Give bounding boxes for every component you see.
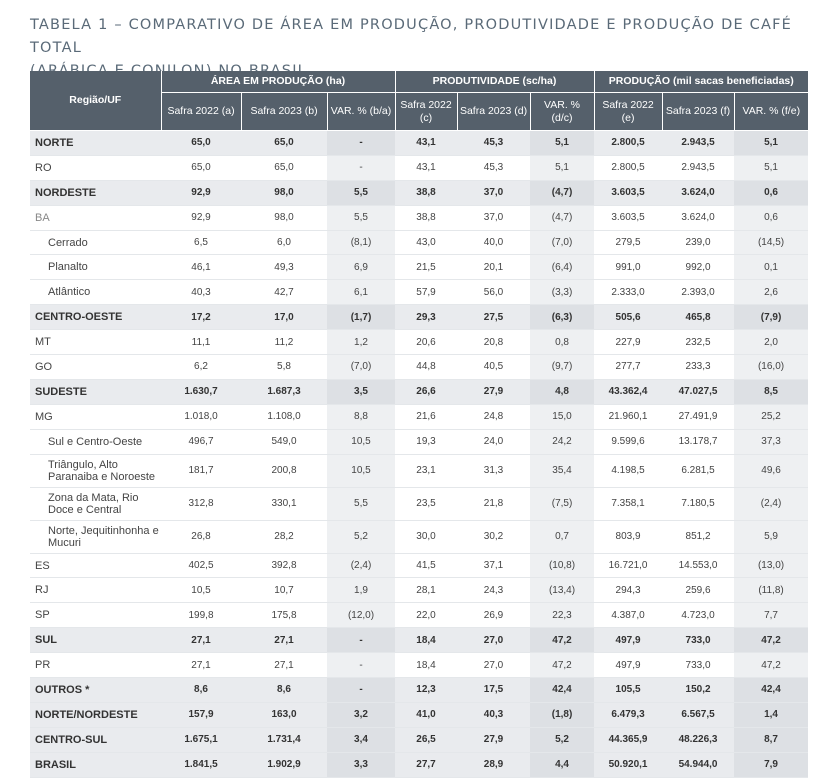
row-label: Sul e Centro-Oeste — [30, 429, 161, 454]
region-row — [30, 379, 808, 404]
table-cell: 3.603,5 — [594, 205, 662, 230]
table-cell: 27,1 — [161, 628, 241, 653]
table-cell: 46,1 — [161, 255, 241, 280]
table-cell: 42,7 — [241, 280, 327, 305]
table-cell: 42,4 — [734, 678, 808, 703]
row-label: GO — [30, 355, 161, 380]
table-cell: 5,5 — [327, 487, 395, 520]
region-row — [30, 628, 808, 653]
table-cell: 733,0 — [662, 653, 734, 678]
table-cell: (9,7) — [530, 355, 594, 380]
table-cell: 21,8 — [457, 487, 530, 520]
table-cell: 232,5 — [662, 330, 734, 355]
table-cell: 38,8 — [395, 180, 457, 205]
table-cell: 43,0 — [395, 230, 457, 255]
table-cell: 6.281,5 — [662, 454, 734, 487]
table-cell: 6.479,3 — [594, 702, 662, 727]
table-cell: 47,2 — [734, 628, 808, 653]
table-row — [30, 230, 808, 255]
table-cell: 21.960,1 — [594, 404, 662, 429]
table-cell: 1.841,5 — [161, 752, 241, 777]
row-label: MG — [30, 404, 161, 429]
table-cell: 7,9 — [734, 752, 808, 777]
row-label: SP — [30, 603, 161, 628]
table-row — [30, 155, 808, 180]
table-cell: (3,3) — [530, 280, 594, 305]
table-cell: 3,5 — [327, 379, 395, 404]
row-label: ES — [30, 553, 161, 578]
table-row — [30, 520, 808, 553]
table-cell: 991,0 — [594, 255, 662, 280]
table-row — [30, 653, 808, 678]
productivity-group-header: PRODUTIVIDADE (sc/ha) — [395, 71, 594, 93]
region-row — [30, 180, 808, 205]
table-cell: 21,5 — [395, 255, 457, 280]
table-cell: 27,1 — [241, 628, 327, 653]
table-cell: 45,3 — [457, 155, 530, 180]
table-cell: 2.800,5 — [594, 131, 662, 156]
table-cell: 37,1 — [457, 553, 530, 578]
table-cell: 26,8 — [161, 520, 241, 553]
table-cell: 11,1 — [161, 330, 241, 355]
table-cell: 259,6 — [662, 578, 734, 603]
table-cell: 65,0 — [241, 131, 327, 156]
table-cell: 27,9 — [457, 379, 530, 404]
table-cell: 1,4 — [734, 702, 808, 727]
table-cell: 150,2 — [662, 678, 734, 703]
table-cell: 27,1 — [161, 653, 241, 678]
table-cell: 43,1 — [395, 155, 457, 180]
table-cell: 37,0 — [457, 205, 530, 230]
table-cell: 8,6 — [161, 678, 241, 703]
table-row — [30, 553, 808, 578]
table-cell: 27.491,9 — [662, 404, 734, 429]
table-cell: 6,5 — [161, 230, 241, 255]
row-label: OUTROS * — [30, 678, 161, 703]
row-label: CENTRO-SUL — [30, 727, 161, 752]
table-cell: 44,8 — [395, 355, 457, 380]
table-cell: 803,9 — [594, 520, 662, 553]
table-row — [30, 454, 808, 487]
table-cell: 16.721,0 — [594, 553, 662, 578]
table-cell: 5,8 — [241, 355, 327, 380]
table-cell: 29,3 — [395, 305, 457, 330]
table-header — [30, 71, 808, 131]
table-cell: 6.567,5 — [662, 702, 734, 727]
table-cell: 47,2 — [530, 628, 594, 653]
row-label: SUDESTE — [30, 379, 161, 404]
table-cell: 98,0 — [241, 205, 327, 230]
table-cell: 41,5 — [395, 553, 457, 578]
row-label: MT — [30, 330, 161, 355]
table-cell: (13,4) — [530, 578, 594, 603]
table-cell: 239,0 — [662, 230, 734, 255]
column-header: Safra 2023 (b) — [241, 93, 327, 131]
table-cell: 3,3 — [327, 752, 395, 777]
table-cell: 47.027,5 — [662, 379, 734, 404]
region-row — [30, 305, 808, 330]
table-cell: 56,0 — [457, 280, 530, 305]
table-cell: 11,2 — [241, 330, 327, 355]
table-cell: (10,8) — [530, 553, 594, 578]
table-body — [30, 131, 808, 778]
table-cell: 2.800,5 — [594, 155, 662, 180]
table-cell: (1,7) — [327, 305, 395, 330]
row-label: NORDESTE — [30, 180, 161, 205]
table-cell: 31,3 — [457, 454, 530, 487]
table-cell: 24,8 — [457, 404, 530, 429]
table-cell: 37,3 — [734, 429, 808, 454]
table-cell: 0,8 — [530, 330, 594, 355]
table-cell: 330,1 — [241, 487, 327, 520]
table-cell: 27,0 — [457, 653, 530, 678]
table-cell: 65,0 — [241, 155, 327, 180]
table-row — [30, 429, 808, 454]
table-cell: 312,8 — [161, 487, 241, 520]
table-row — [30, 603, 808, 628]
table-cell: 65,0 — [161, 155, 241, 180]
row-label: Norte, Jequitinhonha e Mucuri — [30, 520, 161, 553]
column-header: Safra 2023 (d) — [457, 93, 530, 131]
region-column-header: Região/UF — [30, 71, 161, 131]
region-row — [30, 131, 808, 156]
table-title-line-1: TABELA 1 – COMPARATIVO DE ÁREA EM PRODUÇÃO, PRODUTIVIDADE E PRODUÇÃO DE CAFÉ TOTAL — [30, 17, 792, 56]
table-cell: 5,9 — [734, 520, 808, 553]
table-cell: 10,5 — [327, 454, 395, 487]
table-cell: 2.393,0 — [662, 280, 734, 305]
table-cell: 17,5 — [457, 678, 530, 703]
table-cell: (4,7) — [530, 180, 594, 205]
table-cell: 2.333,0 — [594, 280, 662, 305]
table-cell: 40,3 — [457, 702, 530, 727]
table-cell: 3.624,0 — [662, 180, 734, 205]
table-cell: 279,5 — [594, 230, 662, 255]
table-cell: 549,0 — [241, 429, 327, 454]
table-cell: 5,5 — [327, 180, 395, 205]
table-cell: 44.365,9 — [594, 727, 662, 752]
production-group-header: PRODUÇÃO (mil sacas beneficiadas) — [594, 71, 808, 93]
table-cell: 497,9 — [594, 653, 662, 678]
table-cell: (7,9) — [734, 305, 808, 330]
row-label: RO — [30, 155, 161, 180]
table-cell: 294,3 — [594, 578, 662, 603]
column-header: Safra 2022 (a) — [161, 93, 241, 131]
table-cell: 4.387,0 — [594, 603, 662, 628]
coffee-production-table — [30, 71, 808, 778]
table-row — [30, 487, 808, 520]
table-cell: 38,8 — [395, 205, 457, 230]
table-cell: 18,4 — [395, 653, 457, 678]
table-row — [30, 355, 808, 380]
table-cell: 6,0 — [241, 230, 327, 255]
table-cell: 1.902,9 — [241, 752, 327, 777]
table-cell: 47,2 — [734, 653, 808, 678]
table-cell: 157,9 — [161, 702, 241, 727]
table-cell: 200,8 — [241, 454, 327, 487]
table-cell: 40,3 — [161, 280, 241, 305]
table-cell: 9.599,6 — [594, 429, 662, 454]
table-cell: 30,0 — [395, 520, 457, 553]
row-label: NORTE — [30, 131, 161, 156]
table-cell: 5,1 — [530, 155, 594, 180]
table-cell: 24,3 — [457, 578, 530, 603]
table-cell: (12,0) — [327, 603, 395, 628]
table-cell: 10,5 — [161, 578, 241, 603]
table-cell: 27,1 — [241, 653, 327, 678]
table-cell: 7,7 — [734, 603, 808, 628]
table-cell: 497,9 — [594, 628, 662, 653]
table-cell: 2.943,5 — [662, 155, 734, 180]
table-cell: 7.180,5 — [662, 487, 734, 520]
table-cell: 35,4 — [530, 454, 594, 487]
table-cell: 8,8 — [327, 404, 395, 429]
table-cell: 43,1 — [395, 131, 457, 156]
table-cell: 15,0 — [530, 404, 594, 429]
table-row — [30, 404, 808, 429]
table-cell: 8,6 — [241, 678, 327, 703]
table-cell: 2.943,5 — [662, 131, 734, 156]
table-cell: 402,5 — [161, 553, 241, 578]
table-cell: 24,2 — [530, 429, 594, 454]
row-label: SUL — [30, 628, 161, 653]
row-label: CENTRO-OESTE — [30, 305, 161, 330]
table-cell: 5,1 — [734, 155, 808, 180]
table-cell: 40,5 — [457, 355, 530, 380]
table-cell: 851,2 — [662, 520, 734, 553]
table-cell: 21,6 — [395, 404, 457, 429]
table-cell: (14,5) — [734, 230, 808, 255]
table-cell: - — [327, 131, 395, 156]
table-cell: 3,2 — [327, 702, 395, 727]
table-cell: 28,1 — [395, 578, 457, 603]
table-cell: 5,2 — [327, 520, 395, 553]
table-cell: 27,0 — [457, 628, 530, 653]
region-row — [30, 678, 808, 703]
row-label: Atlântico — [30, 280, 161, 305]
table-cell: (2,4) — [327, 553, 395, 578]
table-cell: 105,5 — [594, 678, 662, 703]
table-cell: 1.675,1 — [161, 727, 241, 752]
table-cell: 50.920,1 — [594, 752, 662, 777]
table-cell: 733,0 — [662, 628, 734, 653]
column-header: VAR. % (b/a) — [327, 93, 395, 131]
table-cell: 0,6 — [734, 180, 808, 205]
table-cell: 277,7 — [594, 355, 662, 380]
table-row — [30, 205, 808, 230]
table-cell: 14.553,0 — [662, 553, 734, 578]
region-row — [30, 752, 808, 777]
table-cell: 1.018,0 — [161, 404, 241, 429]
table-cell: 98,0 — [241, 180, 327, 205]
table-cell: 20,8 — [457, 330, 530, 355]
table-cell: 6,9 — [327, 255, 395, 280]
row-label: BA — [30, 205, 161, 230]
table-cell: 3.624,0 — [662, 205, 734, 230]
table-cell: 227,9 — [594, 330, 662, 355]
table-cell: 42,4 — [530, 678, 594, 703]
table-cell: (2,4) — [734, 487, 808, 520]
table-cell: 12,3 — [395, 678, 457, 703]
table-cell: 28,2 — [241, 520, 327, 553]
table-cell: 4.198,5 — [594, 454, 662, 487]
table-cell: 7.358,1 — [594, 487, 662, 520]
table-cell: 4.723,0 — [662, 603, 734, 628]
table-cell: - — [327, 155, 395, 180]
table-cell: 4,4 — [530, 752, 594, 777]
row-label: NORTE/NORDESTE — [30, 702, 161, 727]
table-cell: 17,0 — [241, 305, 327, 330]
table-cell: 163,0 — [241, 702, 327, 727]
table-cell: 0,7 — [530, 520, 594, 553]
table-cell: 22,0 — [395, 603, 457, 628]
table-cell: 54.944,0 — [662, 752, 734, 777]
region-row — [30, 702, 808, 727]
table-cell: 48.226,3 — [662, 727, 734, 752]
table-cell: 6,1 — [327, 280, 395, 305]
area-group-header: ÁREA EM PRODUÇÃO (ha) — [161, 71, 395, 93]
column-header: Safra 2023 (f) — [662, 93, 734, 131]
table-cell: 392,8 — [241, 553, 327, 578]
table-cell: 505,6 — [594, 305, 662, 330]
table-cell: 27,9 — [457, 727, 530, 752]
table-cell: 20,1 — [457, 255, 530, 280]
table-cell: 3,4 — [327, 727, 395, 752]
table-cell: 65,0 — [161, 131, 241, 156]
table-cell: 10,5 — [327, 429, 395, 454]
table-cell: 23,5 — [395, 487, 457, 520]
table-cell: (7,0) — [327, 355, 395, 380]
table-cell: 0,1 — [734, 255, 808, 280]
column-header: Safra 2022 (c) — [395, 93, 457, 131]
table-cell: 41,0 — [395, 702, 457, 727]
table-cell: 92,9 — [161, 205, 241, 230]
table-row — [30, 255, 808, 280]
table-cell: 8,5 — [734, 379, 808, 404]
table-cell: 18,4 — [395, 628, 457, 653]
table-cell: 6,2 — [161, 355, 241, 380]
table-cell: 49,3 — [241, 255, 327, 280]
table-cell: 26,9 — [457, 603, 530, 628]
table-cell: 1,2 — [327, 330, 395, 355]
column-header: VAR. % (f/e) — [734, 93, 808, 131]
table-cell: 28,9 — [457, 752, 530, 777]
table-cell: 1.108,0 — [241, 404, 327, 429]
table-cell: 175,8 — [241, 603, 327, 628]
table-cell: 2,0 — [734, 330, 808, 355]
table-cell: 1.630,7 — [161, 379, 241, 404]
table-cell: 5,1 — [530, 131, 594, 156]
table-cell: 25,2 — [734, 404, 808, 429]
table-row — [30, 280, 808, 305]
table-cell: 27,7 — [395, 752, 457, 777]
table-cell: 49,6 — [734, 454, 808, 487]
table-cell: 26,6 — [395, 379, 457, 404]
table-row — [30, 578, 808, 603]
row-label: BRASIL — [30, 752, 161, 777]
row-label: Cerrado — [30, 230, 161, 255]
table-cell: 5,2 — [530, 727, 594, 752]
row-label: RJ — [30, 578, 161, 603]
table-row — [30, 330, 808, 355]
table-cell: 1.687,3 — [241, 379, 327, 404]
region-row — [30, 727, 808, 752]
table-cell: 5,5 — [327, 205, 395, 230]
table-cell: 40,0 — [457, 230, 530, 255]
table-cell: 19,3 — [395, 429, 457, 454]
table-cell: 1.731,4 — [241, 727, 327, 752]
table-cell: (6,4) — [530, 255, 594, 280]
table-cell: 26,5 — [395, 727, 457, 752]
table-cell: 27,5 — [457, 305, 530, 330]
table-cell: 23,1 — [395, 454, 457, 487]
table-cell: 3.603,5 — [594, 180, 662, 205]
row-label: Triângulo, Alto Paranaiba e Noroeste — [30, 454, 161, 487]
table-cell: 2,6 — [734, 280, 808, 305]
table-cell: - — [327, 628, 395, 653]
table-cell: - — [327, 678, 395, 703]
table-cell: (4,7) — [530, 205, 594, 230]
table-cell: (16,0) — [734, 355, 808, 380]
table-cell: 37,0 — [457, 180, 530, 205]
table-cell: (8,1) — [327, 230, 395, 255]
table-cell: 181,7 — [161, 454, 241, 487]
table-cell: 92,9 — [161, 180, 241, 205]
table-cell: 992,0 — [662, 255, 734, 280]
table-cell: 20,6 — [395, 330, 457, 355]
table-cell: (1,8) — [530, 702, 594, 727]
table-cell: - — [327, 653, 395, 678]
table-cell: 30,2 — [457, 520, 530, 553]
table-cell: (6,3) — [530, 305, 594, 330]
table-cell: 47,2 — [530, 653, 594, 678]
table-cell: 465,8 — [662, 305, 734, 330]
table-cell: 0,6 — [734, 205, 808, 230]
table-cell: 1,9 — [327, 578, 395, 603]
table-cell: 13.178,7 — [662, 429, 734, 454]
row-label: PR — [30, 653, 161, 678]
table-cell: 22,3 — [530, 603, 594, 628]
table-cell: 199,8 — [161, 603, 241, 628]
table-cell: 233,3 — [662, 355, 734, 380]
row-label: Planalto — [30, 255, 161, 280]
table-cell: 4,8 — [530, 379, 594, 404]
column-header: Safra 2022 (e) — [594, 93, 662, 131]
table-cell: 43.362,4 — [594, 379, 662, 404]
table-cell: 17,2 — [161, 305, 241, 330]
table-cell: 57,9 — [395, 280, 457, 305]
table-cell: (7,5) — [530, 487, 594, 520]
table-cell: (11,8) — [734, 578, 808, 603]
table-cell: 5,1 — [734, 131, 808, 156]
table-cell: 496,7 — [161, 429, 241, 454]
table-cell: 8,7 — [734, 727, 808, 752]
table-cell: (7,0) — [530, 230, 594, 255]
table-cell: (13,0) — [734, 553, 808, 578]
table-cell: 10,7 — [241, 578, 327, 603]
table-cell: 24,0 — [457, 429, 530, 454]
column-header: VAR. % (d/c) — [530, 93, 594, 131]
table-cell: 45,3 — [457, 131, 530, 156]
row-label: Zona da Mata, Rio Doce e Central — [30, 487, 161, 520]
